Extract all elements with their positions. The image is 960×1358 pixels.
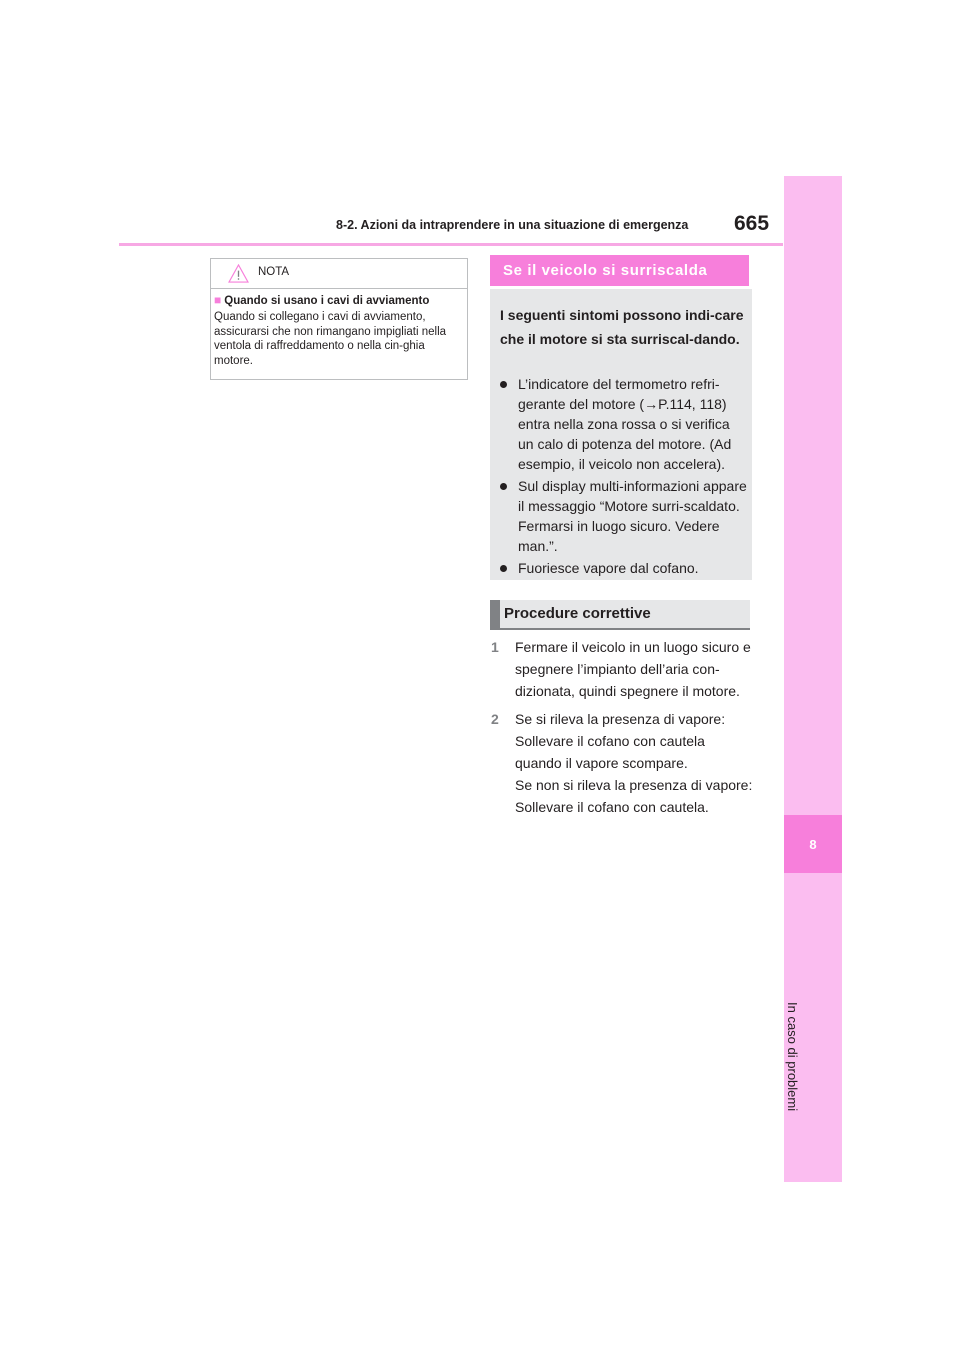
procedure-step bbox=[491, 708, 753, 818]
list-item-text: Fuoriesce vapore dal cofano. bbox=[518, 560, 699, 576]
symptoms-list bbox=[500, 374, 748, 580]
symptoms-box bbox=[490, 289, 752, 580]
step-number: 1 bbox=[491, 639, 499, 655]
overheat-title: Se il veicolo si surriscalda bbox=[490, 255, 749, 286]
bullet-icon bbox=[500, 381, 507, 388]
procedures-title: Procedure correttive bbox=[490, 600, 750, 630]
list-item bbox=[500, 374, 748, 474]
bullet-icon bbox=[500, 565, 507, 572]
step-text: Se si rileva la presenza di vapore: bbox=[515, 711, 726, 727]
warning-triangle-icon bbox=[228, 264, 249, 283]
step-text: Se non si rileva la presenza di vapore: bbox=[515, 777, 753, 793]
procedure-steps bbox=[491, 636, 753, 824]
list-item-text: Sul display multi-informazioni appare il messaggio “Motore surri-scaldato. Fermarsi in luogo sicuro. Vedere man.”. bbox=[518, 478, 747, 554]
nota-subhead bbox=[214, 293, 429, 307]
bullet-icon bbox=[500, 483, 507, 490]
page-number: 665 bbox=[734, 212, 770, 235]
header-divider bbox=[119, 243, 783, 246]
nota-title: NOTA bbox=[258, 266, 290, 278]
nota-subhead-text: Quando si usano i cavi di avviamento bbox=[224, 295, 430, 307]
step-number: 2 bbox=[491, 711, 499, 727]
list-item bbox=[500, 558, 748, 578]
chapter-label-text: In caso di problemi bbox=[785, 1002, 800, 1112]
list-item bbox=[500, 476, 748, 556]
square-bullet-icon: ■ bbox=[214, 293, 222, 307]
list-item-text: L’indicatore del termometro refri-gerante del motore (→P.114, 118) entra nella zona rossa o si verifica un calo di potenza del motore. (Ad esempio, il veicolo non accelera). bbox=[518, 376, 732, 472]
nota-header bbox=[211, 259, 467, 289]
step-text: Fermare il veicolo in un luogo sicuro e spegnere l’impianto dell’aria con-dizionata, quindi spegnere il motore. bbox=[515, 639, 751, 699]
chapter-number: 8 bbox=[784, 815, 842, 873]
chapter-label bbox=[785, 1002, 800, 1111]
step-text: Sollevare il cofano con cautela quando il vapore scompare. bbox=[515, 733, 705, 771]
symptoms-intro: I seguenti sintomi possono indi-care che il motore si sta surriscal-dando. bbox=[500, 307, 744, 347]
section-header: 8-2. Azioni da intraprendere in una situazione di emergenza bbox=[336, 218, 689, 232]
nota-box bbox=[210, 258, 468, 380]
procedure-step bbox=[491, 636, 753, 702]
nota-body: Quando si collegano i cavi di avviamento, assicurarsi che non rimangano impigliati nella ventola di raffreddamento o nella cin-ghia motore. bbox=[214, 311, 447, 367]
step-text: Sollevare il cofano con cautela. bbox=[515, 799, 709, 815]
